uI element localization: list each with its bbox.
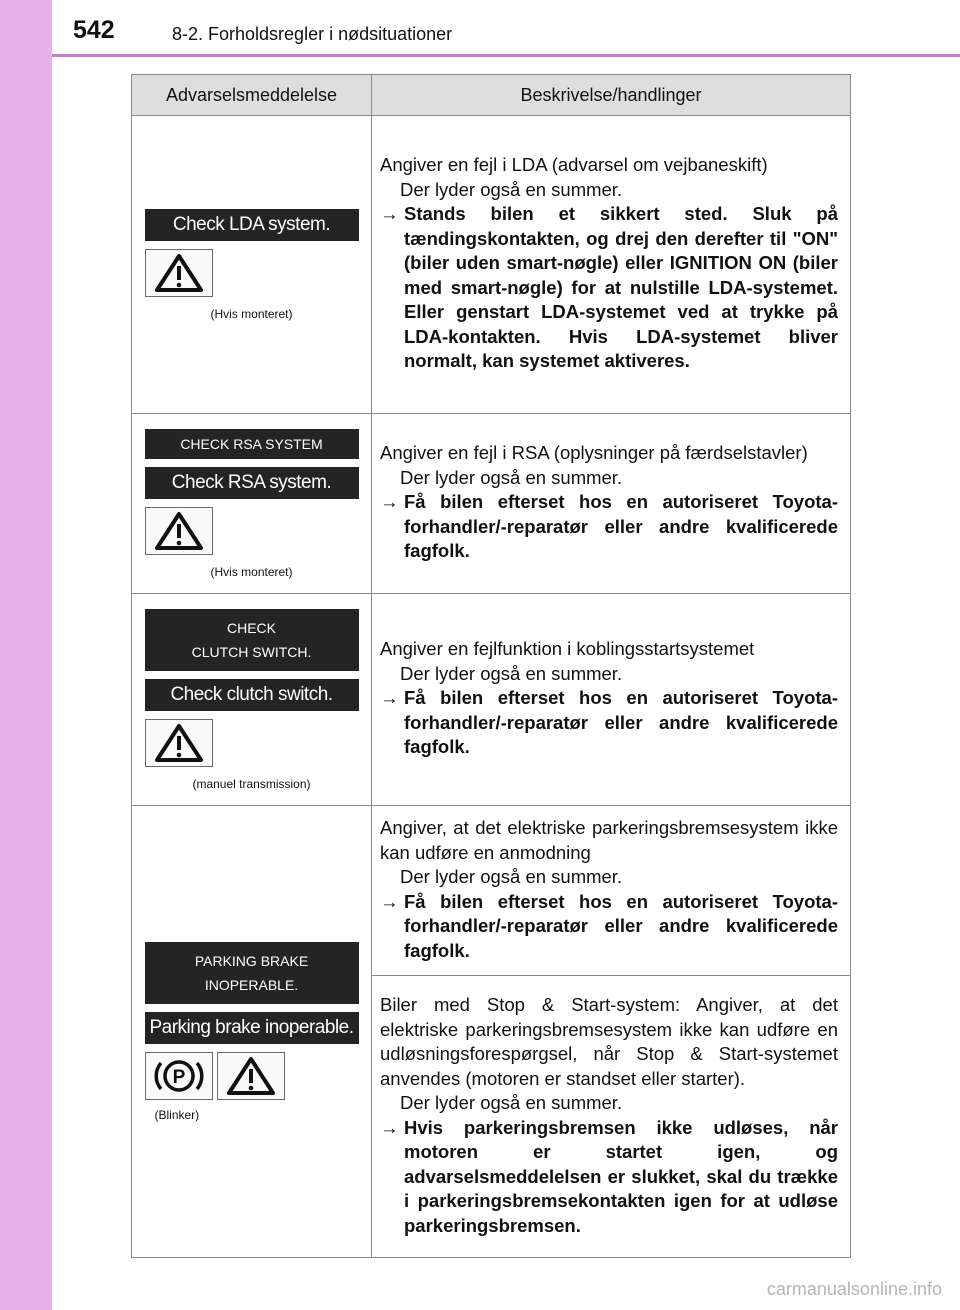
- icon-row: [145, 1052, 359, 1100]
- description-text: Angiver, at det elektriske parkeringsbremsesystem ikke kan udføre en anmodning: [380, 817, 838, 863]
- svg-text:P: P: [172, 1066, 185, 1088]
- banner-line: CLUTCH SWITCH.: [191, 643, 312, 660]
- message-banner: Check LDA system.: [145, 209, 359, 241]
- arrow-icon: →: [380, 1116, 399, 1138]
- arrow-icon: →: [380, 890, 399, 912]
- warning-triangle-icon: [145, 719, 213, 767]
- note-text: (manuel transmission): [192, 776, 311, 791]
- message-banner: [145, 609, 359, 671]
- column-header-message: Advarselsmeddelelse: [132, 75, 372, 116]
- table-row: [132, 116, 851, 414]
- icon-row: [145, 507, 359, 555]
- arrow-icon: →: [380, 203, 399, 225]
- warning-messages-table: [131, 74, 851, 1258]
- table-row: [132, 414, 851, 594]
- arrow-icon: →: [380, 491, 399, 513]
- banner-line: PARKING BRAKE: [194, 952, 309, 969]
- table-row: [132, 594, 851, 806]
- action-item: [380, 686, 838, 760]
- description-text: Biler med Stop & Start-system: Angiver, at det elektriske parkeringsbremsesystem ikke kan udføre en udløsningsforespørgsel, når Stop & Start-systemet anvendes (motoren er standset eller starter).: [380, 994, 838, 1089]
- description-text: Angiver en fejl i LDA (advarsel om vejbaneskift): [380, 154, 768, 176]
- icon-row: [145, 719, 359, 767]
- message-banner: Check RSA system.: [145, 467, 359, 499]
- table-row: [132, 806, 851, 976]
- banner-line: CHECK: [226, 619, 276, 636]
- column-header-description: Beskrivelse/handlinger: [372, 75, 851, 116]
- page-number: 542: [73, 16, 115, 44]
- action-text: Få bilen efterset hos en autoriseret Toyota-forhandler/-reparatør eller andre kvalificerede fagfolk.: [404, 491, 838, 562]
- message-cell: [132, 594, 372, 806]
- header-rule: [52, 54, 960, 57]
- watermark-text: carmanualsonline.info: [766, 1279, 942, 1299]
- buzzer-text: Der lyder også en summer.: [400, 662, 623, 684]
- description-cell: [372, 976, 851, 1258]
- page-header: [0, 0, 960, 60]
- buzzer-text: Der lyder også en summer.: [400, 178, 623, 200]
- description-cell: [372, 414, 851, 594]
- message-cell: [132, 806, 372, 1258]
- note-text: (Hvis monteret): [210, 306, 293, 321]
- buzzer-text: Der lyder også en summer.: [400, 866, 623, 887]
- description-cell: [372, 116, 851, 414]
- message-banner: Check clutch switch.: [145, 679, 359, 711]
- action-item: [380, 202, 838, 374]
- warning-triangle-icon: [217, 1052, 285, 1100]
- warning-triangle-icon: [145, 507, 213, 555]
- message-banner: [145, 942, 359, 1004]
- message-banner: CHECK RSA SYSTEM: [145, 429, 359, 459]
- action-item: [380, 1116, 838, 1239]
- message-cell: [132, 116, 372, 414]
- arrow-icon: →: [380, 687, 399, 709]
- section-title: 8-2. Forholdsregler i nødsituationer: [172, 24, 453, 44]
- parking-brake-icon: [145, 1052, 213, 1100]
- action-text: Få bilen efterset hos en autoriseret Toyota-forhandler/-reparatør eller andre kvalificerede fagfolk.: [404, 687, 838, 758]
- action-item: [380, 490, 838, 564]
- description-text: Angiver en fejl i RSA (oplysninger på færdselstavler): [380, 442, 808, 464]
- action-text: Hvis parkeringsbremsen ikke udløses, når motoren er startet igen, og advarselsmeddelelsen er slukket, skal du trække i parkeringsbremsekontakten igen for at udløse parkeringsbremsen.: [404, 1116, 838, 1236]
- description-text: Angiver en fejlfunktion i koblingsstartsystemet: [380, 638, 755, 660]
- table-header-row: [132, 75, 851, 116]
- chapter-sidebar: [0, 0, 52, 1310]
- banner-line: INOPERABLE.: [204, 976, 299, 993]
- message-cell: [132, 414, 372, 594]
- action-text: Få bilen efterset hos en autoriseret Toyota-forhandler/-reparatør eller andre kvalificerede fagfolk.: [404, 890, 838, 961]
- buzzer-text: Der lyder også en summer.: [400, 1092, 623, 1113]
- action-item: [380, 890, 838, 964]
- icon-row: [145, 249, 359, 297]
- note-text: (Hvis monteret): [210, 564, 293, 579]
- description-cell: [372, 806, 851, 976]
- note-text: (Blinker): [154, 1107, 200, 1122]
- description-cell: [372, 594, 851, 806]
- message-banner: Parking brake inoperable.: [145, 1012, 359, 1044]
- buzzer-text: Der lyder også en summer.: [400, 466, 623, 488]
- action-text: Stands bilen et sikkert sted. Sluk på tændingskontakten, og drej den derefter til "ON" (biler uden smart-nøgle) eller IGNITION ON (biler med smart-nøgle) for at nulstille LDA-systemet. Eller genstart LDA-systemet ved at trykke på LDA-kontakten. Hvis LDA-systemet bliver normalt, kan systemet aktiveres.: [404, 203, 838, 372]
- warning-triangle-icon: [145, 249, 213, 297]
